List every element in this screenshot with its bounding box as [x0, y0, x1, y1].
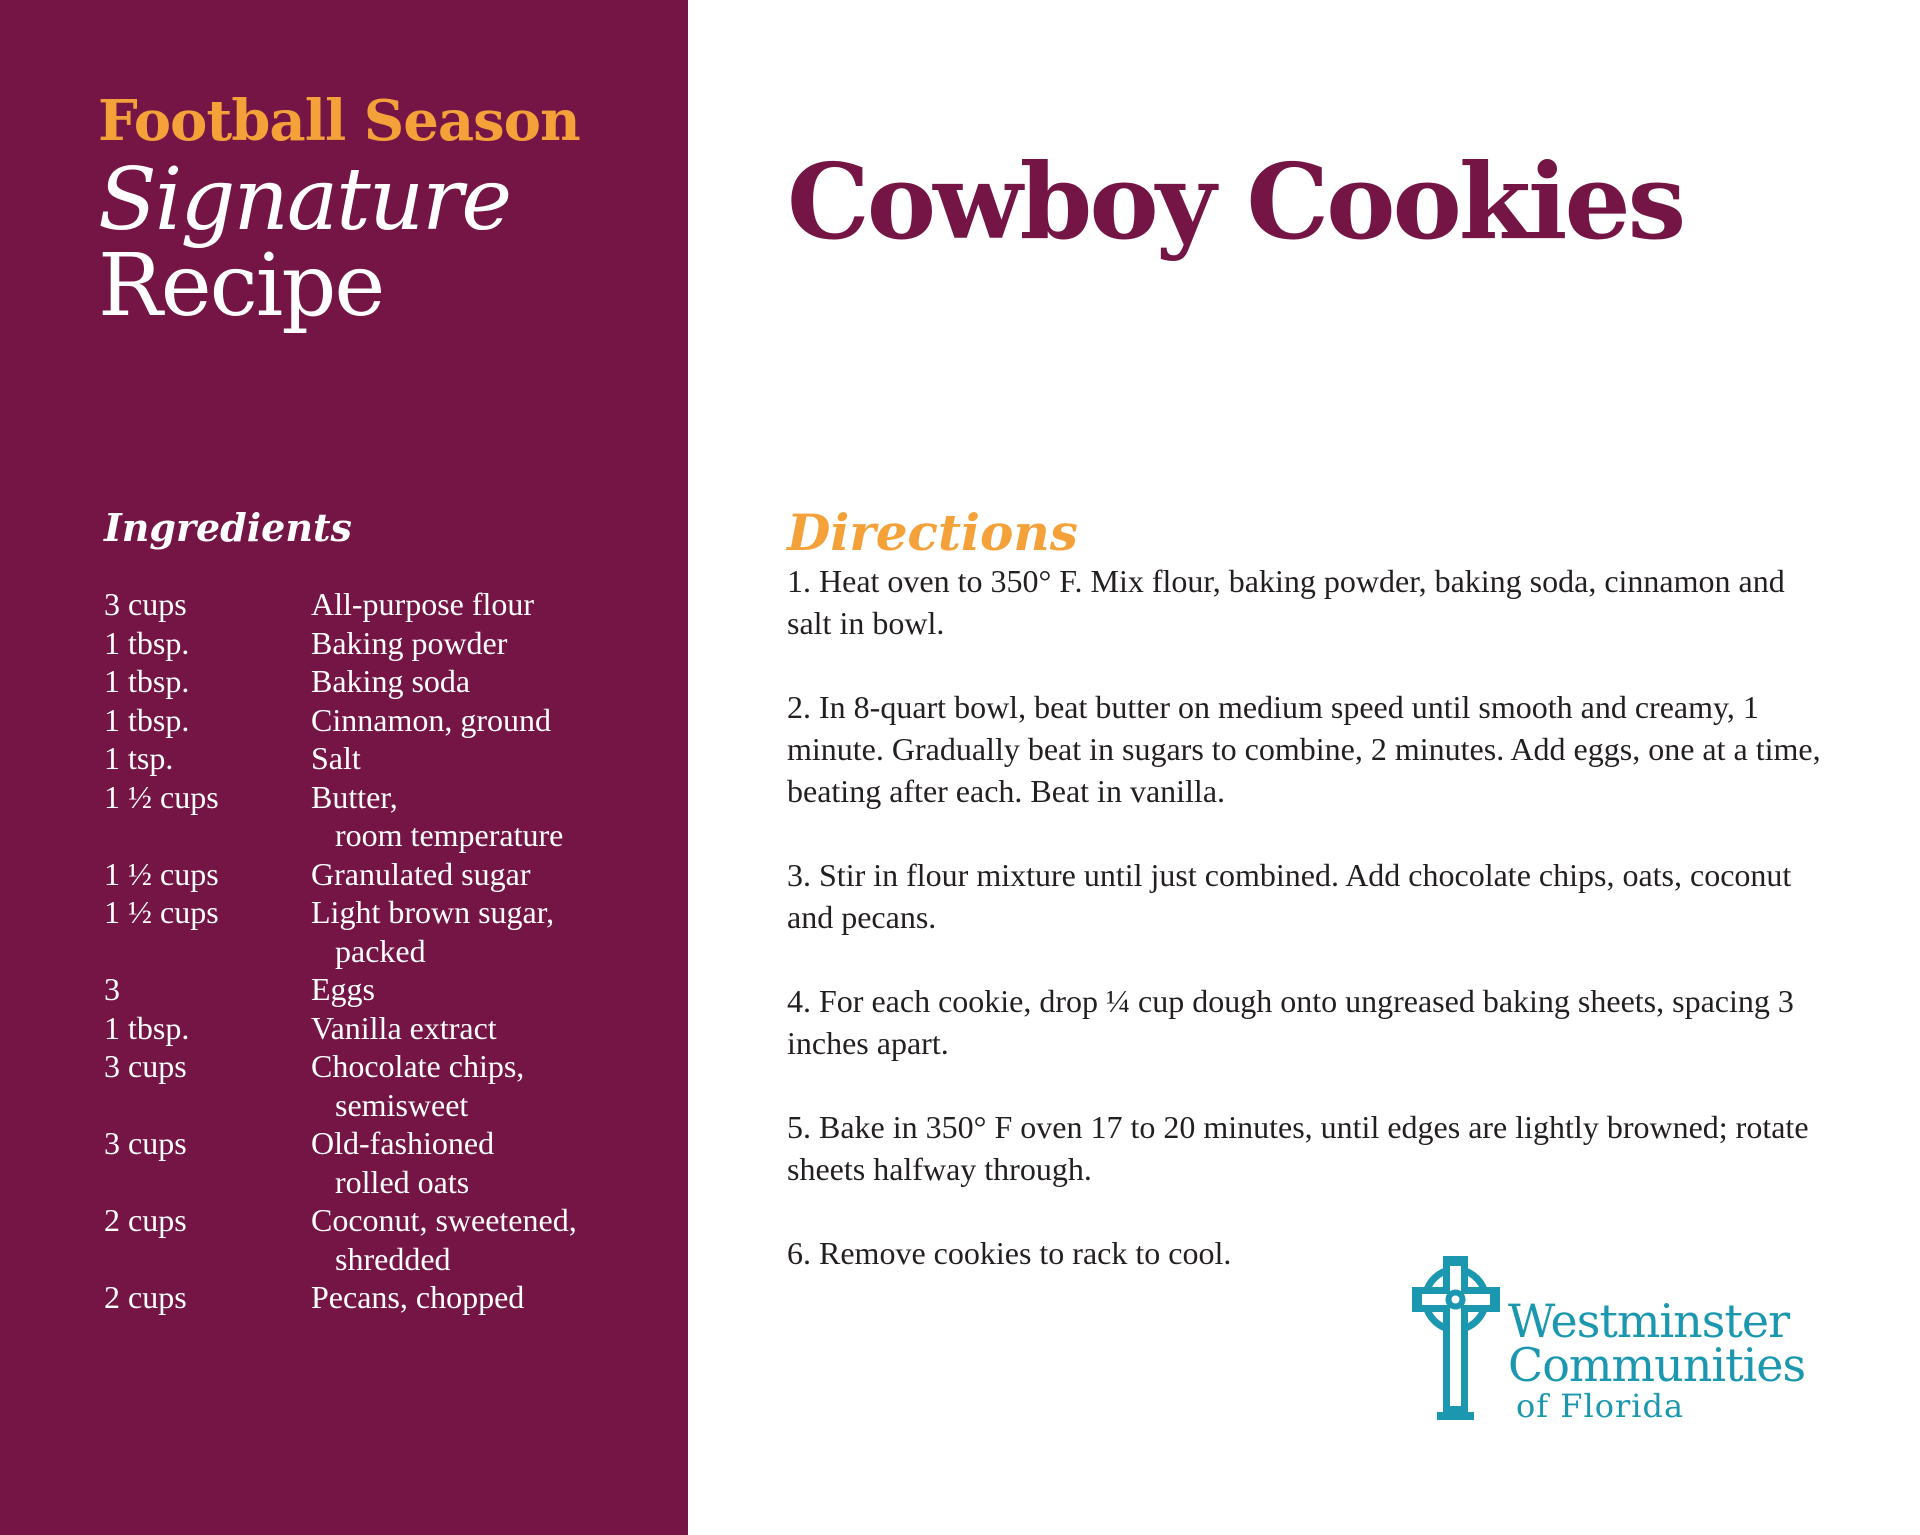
- ingredient-row: [104, 1047, 684, 1124]
- ingredient-name: [311, 739, 361, 778]
- ingredient-quantity: 1 tsp.: [104, 740, 174, 776]
- ingredient-quantity: 3 cups: [104, 586, 187, 622]
- direction-step: 4. For each cookie, drop ¼ cup dough onto ungreased baking sheets, spacing 3 inches apart.: [787, 983, 1794, 1061]
- ingredient-row: [104, 970, 684, 1009]
- ingredient-row: [104, 624, 684, 663]
- ingredient-name-text: All-purpose flour: [311, 586, 535, 622]
- recipe-title: Cowboy Cookies: [787, 140, 1684, 263]
- ingredient-quantity: 3 cups: [104, 1048, 187, 1084]
- ingredient-quantity: 1 ½ cups: [104, 894, 219, 930]
- ingredient-quantity: 2 cups: [104, 1279, 187, 1315]
- kicker-heading: Football Season: [98, 88, 580, 154]
- ingredient-quantity: 1 ½ cups: [104, 855, 219, 892]
- ingredient-name-text: Salt: [311, 740, 361, 776]
- ingredient-quantity: 1 tbsp.: [104, 701, 190, 738]
- ingredient-name: [311, 701, 551, 740]
- ingredient-name: [311, 778, 563, 855]
- ingredient-name: [311, 1278, 524, 1317]
- ingredient-name-text: Coconut, sweetened,: [311, 1202, 577, 1238]
- ingredient-row: [104, 739, 684, 778]
- ingredient-quantity: 1 ½ cups: [104, 778, 219, 815]
- ingredients-heading: Ingredients: [104, 505, 352, 550]
- ingredient-row: [104, 1124, 684, 1201]
- ingredient-name: [311, 970, 375, 1009]
- ingredient-row: [104, 585, 684, 624]
- directions-heading: Directions: [787, 503, 1078, 562]
- logo-text-line1: Westminster: [1508, 1294, 1790, 1348]
- ingredient-name-text: Chocolate chips,: [311, 1048, 525, 1084]
- westminster-logo: [1408, 1252, 1838, 1425]
- direction-step: 2. In 8-quart bowl, beat butter on medium speed until smooth and creamy, 1 minute. Gradually beat in sugars to combine, 2 minutes. Add eggs, one at a time, beating after each. Beat in vanilla.: [787, 689, 1821, 809]
- celtic-cross-icon: [1408, 1252, 1503, 1422]
- ingredient-quantity: 1 tbsp.: [104, 663, 190, 699]
- ingredient-name: [311, 1047, 524, 1124]
- ingredient-row: [104, 1201, 684, 1278]
- ingredient-name-text: Baking powder: [311, 624, 508, 661]
- ingredients-list: [104, 585, 684, 1317]
- direction-step: 1. Heat oven to 350° F. Mix flour, baking powder, baking soda, cinnamon and salt in bowl.: [787, 563, 1785, 641]
- ingredient-name-text: Light brown sugar,: [311, 894, 555, 930]
- ingredient-name-continued: room temperature: [335, 817, 564, 853]
- ingredient-name: [311, 1201, 577, 1278]
- logo-text-line2: Communities: [1508, 1338, 1806, 1392]
- ingredient-name-continued: packed: [335, 932, 426, 969]
- signature-heading: Signature: [98, 150, 511, 250]
- ingredient-name: [311, 1124, 494, 1201]
- ingredient-row: [104, 1278, 684, 1317]
- sidebar-panel: [0, 0, 688, 1535]
- ingredient-name-continued: shredded: [335, 1240, 451, 1277]
- ingredient-quantity: 3: [104, 971, 120, 1007]
- ingredient-row: [104, 662, 684, 701]
- ingredient-name-text: Pecans, chopped: [311, 1279, 525, 1315]
- ingredient-name-continued: semisweet: [335, 1086, 469, 1123]
- ingredient-name-text: Old-fashioned: [311, 1125, 495, 1161]
- ingredient-name: [311, 585, 534, 624]
- ingredient-row: [104, 1009, 684, 1048]
- ingredient-row: [104, 855, 684, 894]
- ingredient-row: [104, 778, 684, 855]
- ingredient-name: [311, 624, 507, 663]
- ingredient-name-text: Eggs: [311, 971, 375, 1007]
- ingredient-name: [311, 855, 530, 894]
- ingredient-quantity: 2 cups: [104, 1202, 187, 1238]
- ingredient-name: [311, 662, 470, 701]
- logo-text-line3: of Florida: [1516, 1387, 1685, 1425]
- ingredient-row: [104, 701, 684, 740]
- recipe-heading: Recipe: [98, 236, 384, 336]
- ingredient-quantity: 3 cups: [104, 1125, 187, 1161]
- ingredient-name-continued: rolled oats: [335, 1163, 470, 1200]
- ingredient-name-text: Butter,: [311, 778, 398, 815]
- direction-step: 5. Bake in 350° F oven 17 to 20 minutes, until edges are lightly browned; rotate sheets halfway through.: [787, 1109, 1809, 1187]
- ingredient-name-text: Cinnamon, ground: [311, 701, 551, 738]
- ingredient-name: [311, 1009, 497, 1048]
- ingredient-name-text: Granulated sugar: [311, 855, 531, 892]
- ingredient-name-text: Baking soda: [311, 663, 471, 699]
- direction-step: 6. Remove cookies to rack to cool.: [787, 1235, 1232, 1271]
- ingredient-name: [311, 893, 554, 970]
- direction-step: 3. Stir in flour mixture until just combined. Add chocolate chips, oats, coconut and pecans.: [787, 857, 1792, 935]
- directions-list: [787, 560, 1837, 1316]
- ingredient-row: [104, 893, 684, 970]
- ingredient-quantity: 1 tbsp.: [104, 624, 190, 661]
- ingredient-name-text: Vanilla extract: [311, 1009, 497, 1046]
- ingredient-quantity: 1 tbsp.: [104, 1009, 190, 1046]
